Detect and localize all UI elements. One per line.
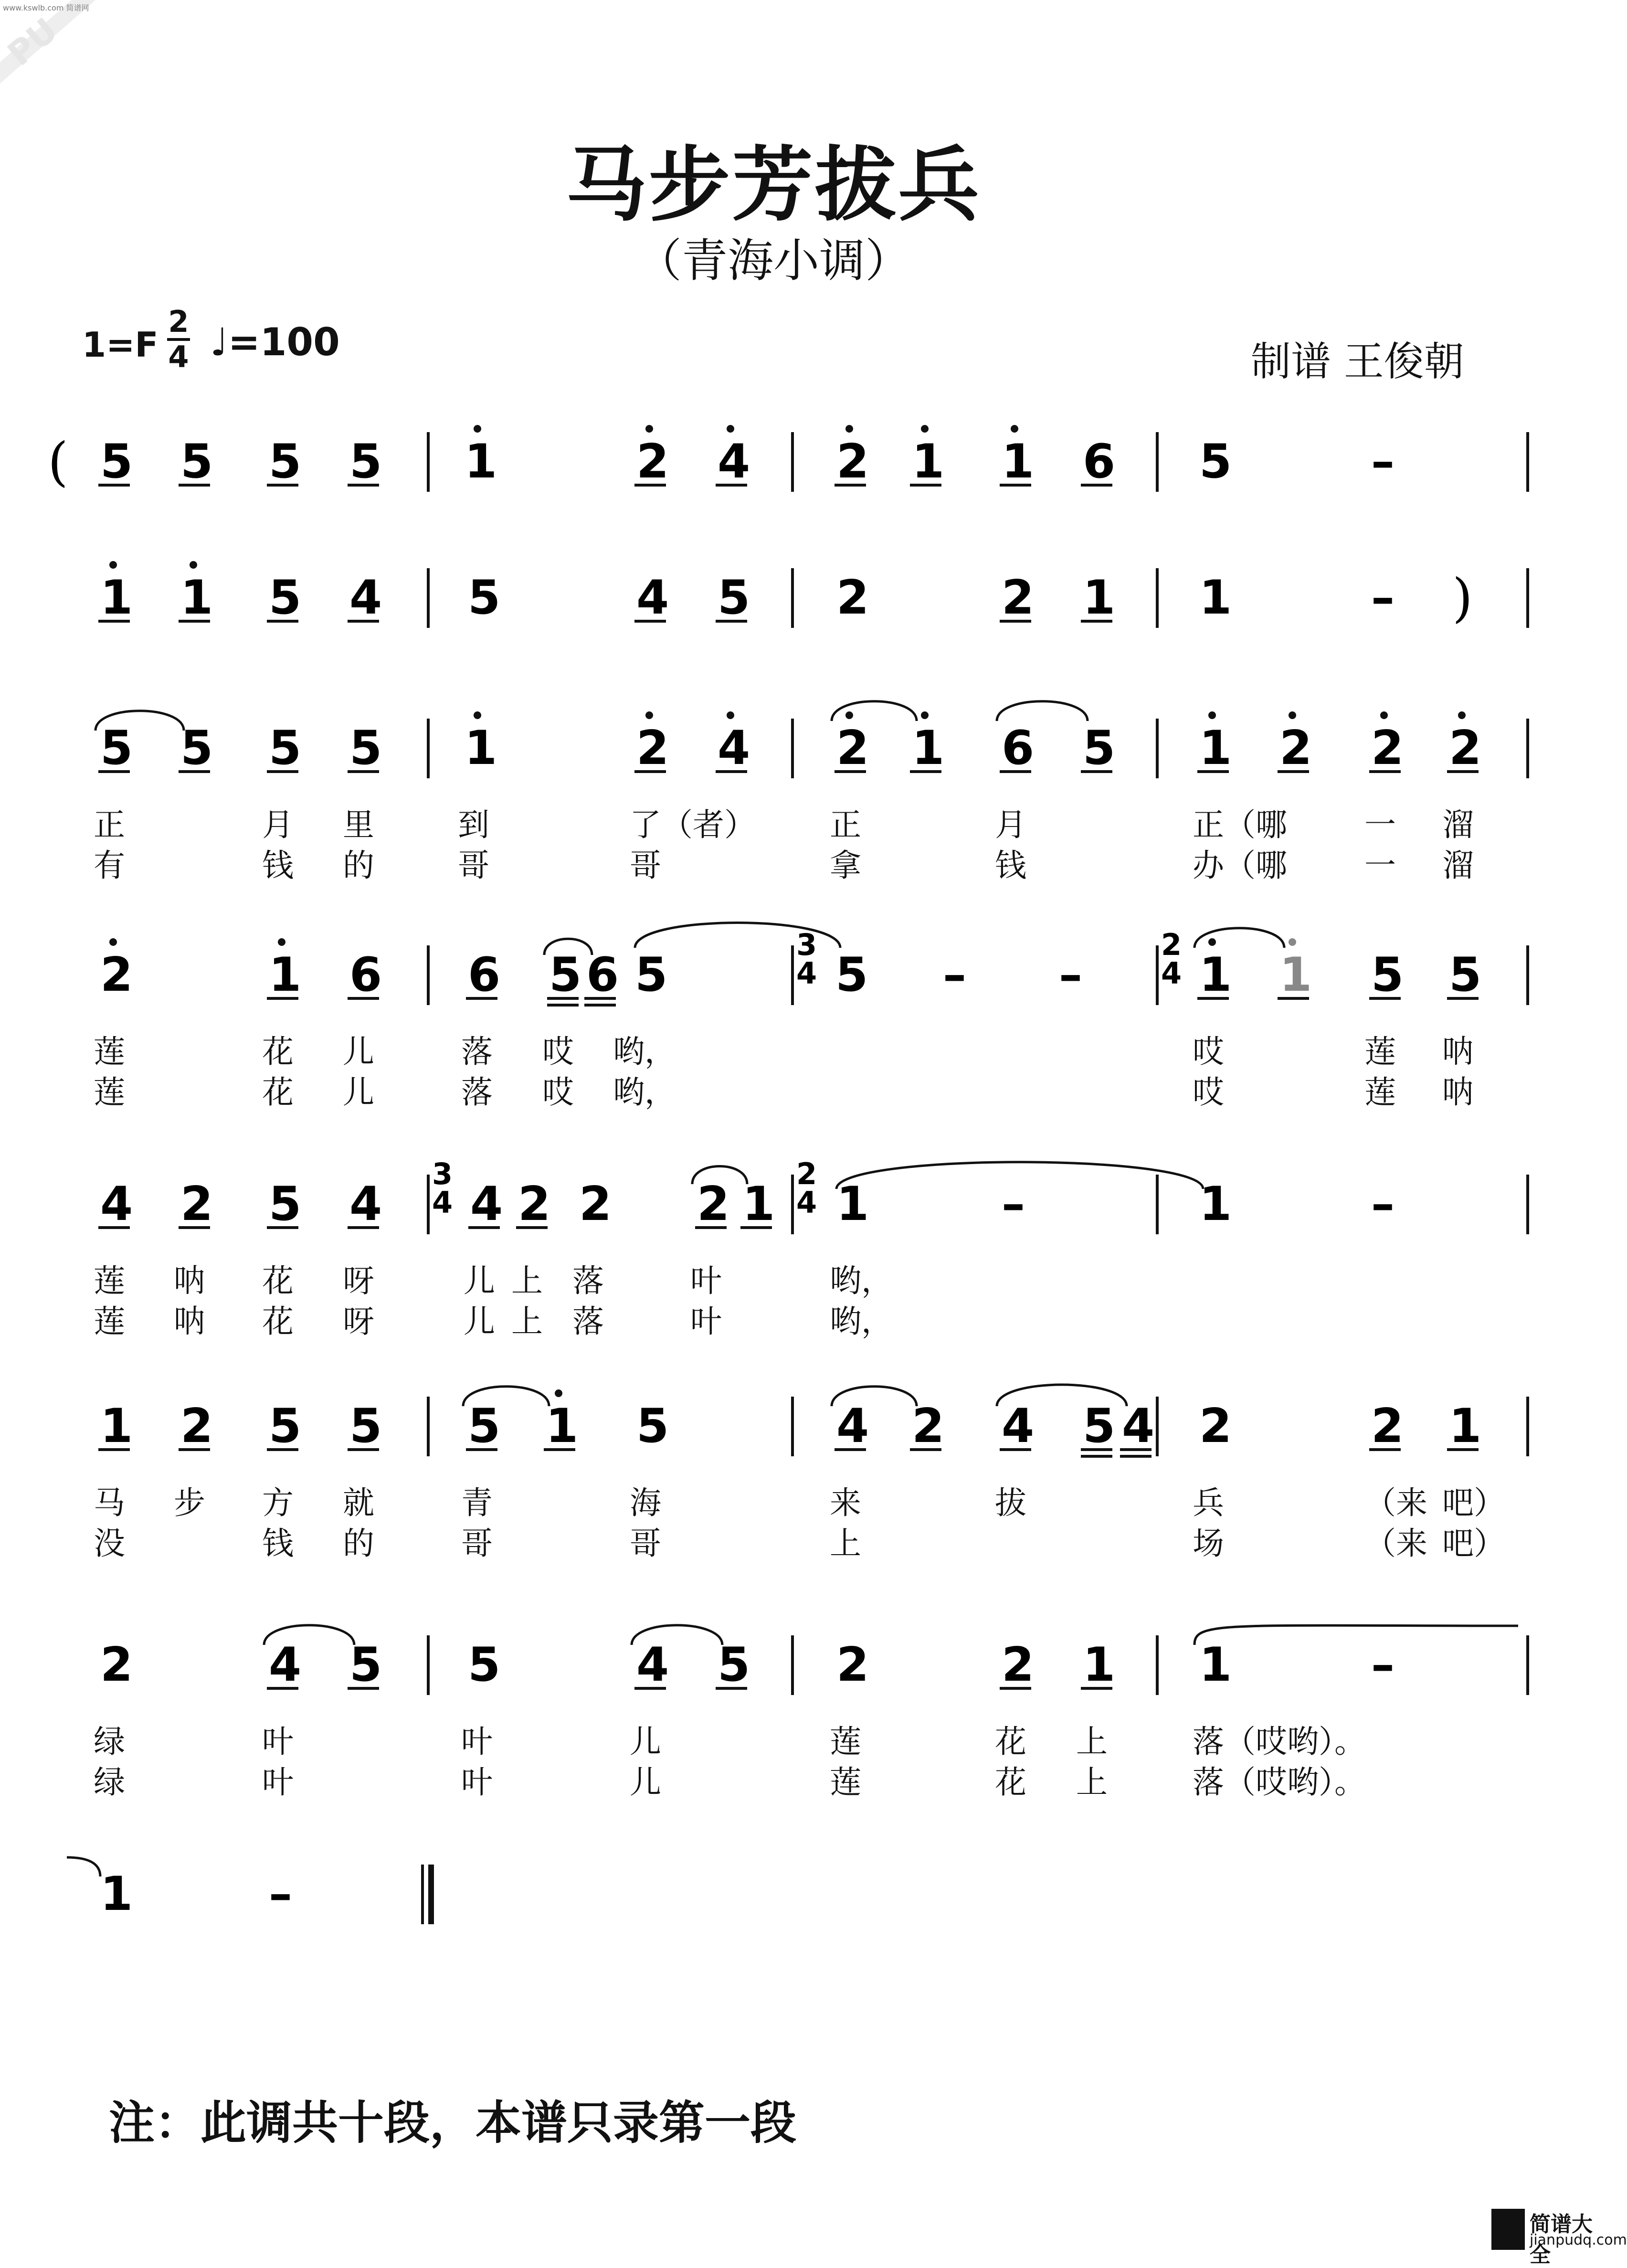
note-digit: 1 <box>1083 571 1116 625</box>
lyric-verse1: 儿 <box>464 1262 495 1299</box>
octave-dot <box>645 425 653 433</box>
note-digit: 4 <box>1122 1399 1155 1453</box>
watermark-text: www.kswlb.com 简谱网 <box>3 3 89 12</box>
quarter-note-icon: ♩ <box>210 320 228 364</box>
lyric-verse2: 莲 <box>94 1303 125 1340</box>
lyric-verse2: 叶 <box>690 1303 722 1340</box>
time-change-numerator: 3 <box>796 927 817 962</box>
lyric-verse1: 叶 <box>262 1723 294 1760</box>
note-digit: 6 <box>349 948 382 1002</box>
lyric-verse1: 上 <box>511 1262 543 1299</box>
note-digit: 2 <box>1002 1638 1035 1692</box>
lyric-verse2: 上 <box>1076 1764 1108 1801</box>
lyric-verse1: 落 <box>572 1262 604 1299</box>
lyric-verse2: 花 <box>995 1764 1026 1801</box>
note-digit: 1 <box>1449 1399 1482 1453</box>
lyric-verse1: 了（者） <box>630 806 756 843</box>
slur <box>832 701 917 721</box>
lyric-verse1: 儿 <box>343 1033 374 1070</box>
octave-dot <box>109 561 117 569</box>
lyric-verse2: 儿 <box>630 1764 661 1801</box>
lyric-verse1: 哟， <box>830 1262 893 1299</box>
note-digit: 5 <box>718 571 750 625</box>
lyric-verse1: 绿 <box>94 1723 125 1760</box>
note-digit: 5 <box>269 1177 302 1231</box>
lyric-verse1: 来 <box>830 1484 861 1521</box>
note-digit: 4 <box>269 1638 302 1692</box>
lyric-verse2: 哎 <box>1193 1074 1224 1111</box>
lyric-verse2: 办（哪 <box>1193 847 1287 884</box>
note-digit: 1 <box>465 721 497 775</box>
note-digit: 5 <box>468 1638 501 1692</box>
note-digit: 5 <box>349 1399 382 1453</box>
lyric-verse1: 哎 <box>542 1033 574 1070</box>
note-digit: 1 <box>1083 1638 1116 1692</box>
note-digit: 1 <box>100 1399 133 1453</box>
note-digit: 1 <box>836 1177 869 1231</box>
key-signature: 1=F <box>82 325 158 365</box>
lyric-verse1: （来 <box>1364 1484 1427 1521</box>
transcriber-credit: 制谱 王俊朝 <box>1251 338 1464 385</box>
lyric-verse1: 月 <box>995 806 1026 843</box>
lyric-verse1: 里 <box>343 806 374 843</box>
note-digit: 1 <box>1279 948 1312 1002</box>
octave-dot <box>109 938 117 946</box>
svg-text:PU: PU <box>0 10 65 74</box>
note-digit: 2 <box>636 435 669 489</box>
lyric-verse1: 月 <box>262 806 294 843</box>
lyric-verse1: 正 <box>94 806 125 843</box>
octave-dot <box>1289 938 1296 946</box>
octave-dot <box>1208 938 1216 946</box>
octave-dot <box>1208 711 1216 719</box>
note-digit: 2 <box>836 1638 869 1692</box>
note-digit: 5 <box>349 721 382 775</box>
lyric-verse1: 拔 <box>995 1484 1026 1521</box>
octave-dot <box>555 1389 562 1397</box>
logo-mark-icon <box>1491 2209 1525 2250</box>
note-digit: 2 <box>180 1177 213 1231</box>
octave-dot <box>645 711 653 719</box>
lyric-verse1: 青 <box>461 1484 493 1521</box>
lyric-verse2: 上 <box>830 1525 861 1562</box>
octave-dot <box>921 425 929 433</box>
note-digit: 4 <box>349 1177 382 1231</box>
lyric-verse1: 叶 <box>690 1262 722 1299</box>
lyric-verse1: 花 <box>262 1033 294 1070</box>
note-digit: 5 <box>180 721 213 775</box>
note-digit: 5 <box>635 948 668 1002</box>
lyric-verse1: 海 <box>630 1484 661 1521</box>
lyric-verse1: 正（哪 <box>1193 806 1287 843</box>
lyric-verse2: 叶 <box>262 1764 294 1801</box>
lyric-verse2: 落 <box>572 1303 604 1340</box>
lyric-verse1: 莲 <box>94 1033 125 1070</box>
note-digit: 2 <box>1002 571 1035 625</box>
note-digit: 5 <box>468 571 501 625</box>
song-title: 马步芳拔兵 <box>565 138 981 233</box>
lyric-verse2: 的 <box>343 1525 374 1562</box>
note-digit: 5 <box>269 435 302 489</box>
note-digit: 1 <box>1002 435 1035 489</box>
note-digit: 2 <box>1371 1399 1404 1453</box>
lyric-verse2: 没 <box>94 1525 125 1562</box>
lyric-verse2: 呐 <box>1442 1074 1474 1111</box>
dash-hold: – <box>269 1867 292 1921</box>
slur <box>997 701 1088 721</box>
lyric-verse1: 溜 <box>1442 806 1474 843</box>
lyric-verse2: 呐 <box>174 1303 205 1340</box>
note-digit: 1 <box>269 948 302 1002</box>
note-digit: 1 <box>1199 1177 1232 1231</box>
note-digit: 5 <box>1449 948 1482 1002</box>
note-digit: 5 <box>269 571 302 625</box>
time-change-numerator: 2 <box>796 1156 817 1191</box>
note-digit: 1 <box>1199 721 1232 775</box>
note-digit: 4 <box>1002 1399 1035 1453</box>
note-digit: 2 <box>518 1177 551 1231</box>
lyric-verse2: 叶 <box>461 1764 493 1801</box>
lyric-verse1: 呐 <box>1442 1033 1474 1070</box>
lyric-verse2: 的 <box>343 847 374 884</box>
note-digit: 2 <box>100 1638 133 1692</box>
tie-start <box>1194 1625 1518 1645</box>
note-digit: 5 <box>269 721 302 775</box>
lyric-verse2: （来 <box>1364 1525 1427 1562</box>
lyric-verse1: 落（哎哟）。 <box>1193 1723 1366 1760</box>
note-digit: 4 <box>100 1177 133 1231</box>
octave-dot <box>727 425 734 433</box>
note-digit: 4 <box>836 1399 869 1453</box>
lyric-verse2: 拿 <box>830 847 861 884</box>
footer-site-url: jianpudq.com <box>1530 2232 1627 2248</box>
note-digit: 4 <box>636 1638 669 1692</box>
dash-hold: – <box>1371 435 1395 489</box>
octave-dot <box>278 938 285 946</box>
note-digit: 1 <box>742 1177 775 1231</box>
lyric-verse1: 马 <box>94 1484 125 1521</box>
footnote: 注：此调共十段，本谱只录第一段 <box>109 2096 796 2150</box>
octave-dot <box>845 425 853 433</box>
note-digit: 2 <box>636 721 669 775</box>
dash-hold: – <box>1059 948 1082 1002</box>
note-digit: 1 <box>180 571 213 625</box>
note-digit: 2 <box>836 571 869 625</box>
bracket-paren: ( <box>48 431 68 492</box>
lyric-verse2: 上 <box>511 1303 543 1340</box>
note-digit: 5 <box>835 948 868 1002</box>
song-subtitle: （青海小调） <box>636 234 911 287</box>
note-digit: 2 <box>697 1177 730 1231</box>
lyric-verse1: 到 <box>458 806 489 843</box>
note-digit: 5 <box>100 435 133 489</box>
lyric-verse1: 莲 <box>1364 1033 1396 1070</box>
lyric-verse1: 呐 <box>174 1262 205 1299</box>
note-digit: 5 <box>180 435 213 489</box>
note-digit: 5 <box>269 1399 302 1453</box>
note-digit: 4 <box>718 435 750 489</box>
note-digit: 5 <box>1083 721 1116 775</box>
note-digit: 1 <box>100 571 133 625</box>
footer-site-name: 简谱大全 <box>1530 2212 1593 2267</box>
lyric-verse1: 吧） <box>1442 1484 1505 1521</box>
lyric-verse1: 就 <box>343 1484 374 1521</box>
note-digit: 2 <box>180 1399 213 1453</box>
note-digit: 5 <box>718 1638 750 1692</box>
lyric-verse1: 一 <box>1364 806 1396 843</box>
lyric-verse2: 呀 <box>343 1303 374 1340</box>
time-change-denominator: 4 <box>1161 956 1182 991</box>
note-digit: 2 <box>1371 721 1404 775</box>
dash-hold: – <box>1002 1177 1025 1231</box>
lyric-verse1: 莲 <box>94 1262 125 1299</box>
dash-hold: – <box>1371 1638 1395 1692</box>
note-digit: 2 <box>579 1177 612 1231</box>
note-digit: 4 <box>636 571 669 625</box>
lyric-verse2: 落 <box>461 1074 493 1111</box>
note-digit: 2 <box>836 435 869 489</box>
time-change-denominator: 4 <box>796 1185 817 1220</box>
lyric-verse2: 哥 <box>630 847 661 884</box>
lyric-verse2: 钱 <box>995 847 1026 884</box>
note-digit: 6 <box>586 948 619 1002</box>
note-digit: 1 <box>1199 571 1232 625</box>
note-digit: 2 <box>836 721 869 775</box>
lyric-verse2: 哟， <box>613 1074 676 1111</box>
octave-dot <box>474 711 481 719</box>
tempo-value: =100 <box>228 320 340 364</box>
dash-hold: – <box>1371 571 1395 625</box>
time-numerator: 2 <box>168 304 189 339</box>
lyric-verse2: 场 <box>1193 1525 1224 1562</box>
lyric-verse1: 方 <box>262 1484 294 1521</box>
note-digit: 5 <box>1371 948 1404 1002</box>
lyric-verse2: 溜 <box>1442 847 1474 884</box>
bracket-paren: ) <box>1452 567 1473 628</box>
lyric-verse2: 落（哎哟）。 <box>1193 1764 1366 1801</box>
note-digit: 5 <box>549 948 582 1002</box>
note-digit: 1 <box>912 721 945 775</box>
lyric-verse2: 钱 <box>262 847 294 884</box>
note-digit: 4 <box>718 721 750 775</box>
octave-dot <box>1380 711 1388 719</box>
time-change-denominator: 4 <box>432 1185 453 1220</box>
lyric-verse1: 哎 <box>1193 1033 1224 1070</box>
lyric-verse1: 兵 <box>1193 1484 1224 1521</box>
octave-dot <box>1289 711 1296 719</box>
lyric-verse2: 一 <box>1364 847 1396 884</box>
slur <box>1194 928 1284 948</box>
lyric-verse2: 钱 <box>262 1525 294 1562</box>
note-digit: 1 <box>1199 948 1232 1002</box>
lyric-verse1: 上 <box>1076 1723 1108 1760</box>
lyric-verse2: 儿 <box>343 1074 374 1111</box>
time-change-denominator: 4 <box>796 956 817 991</box>
lyric-verse2: 儿 <box>464 1303 495 1340</box>
lyric-verse2: 哟， <box>830 1303 893 1340</box>
note-digit: 1 <box>465 435 497 489</box>
lyric-verse2: 花 <box>262 1303 294 1340</box>
note-digit: 2 <box>1449 721 1482 775</box>
dash-hold: – <box>943 948 966 1002</box>
dash-hold: – <box>1371 1177 1395 1231</box>
lyric-verse1: 莲 <box>830 1723 861 1760</box>
note-digit: 4 <box>349 571 382 625</box>
lyric-verse2: 有 <box>94 847 125 884</box>
octave-dot <box>1458 711 1466 719</box>
time-change-numerator: 2 <box>1161 927 1182 962</box>
lyric-verse1: 儿 <box>630 1723 661 1760</box>
note-digit: 2 <box>1199 1399 1232 1453</box>
note-digit: 5 <box>100 721 133 775</box>
octave-dot <box>474 425 481 433</box>
note-digit: 6 <box>1083 435 1116 489</box>
note-digit: 1 <box>1199 1638 1232 1692</box>
lyric-verse2: 花 <box>262 1074 294 1111</box>
note-digit: 1 <box>100 1867 133 1921</box>
note-digit: 5 <box>636 1399 669 1453</box>
lyric-verse1: 步 <box>174 1484 205 1521</box>
lyric-verse1: 呀 <box>343 1262 374 1299</box>
lyric-verse2: 哥 <box>461 1525 493 1562</box>
tie-end <box>67 1857 100 1876</box>
octave-dot <box>921 711 929 719</box>
lyric-verse1: 正 <box>830 806 861 843</box>
lyric-verse1: 花 <box>262 1262 294 1299</box>
lyric-verse2: 哥 <box>458 847 489 884</box>
note-digit: 2 <box>912 1399 945 1453</box>
note-digit: 4 <box>470 1177 503 1231</box>
time-denominator: 4 <box>168 339 189 374</box>
note-digit: 5 <box>349 435 382 489</box>
note-digit: 6 <box>1002 721 1035 775</box>
lyric-verse2: 莲 <box>94 1074 125 1111</box>
time-change-numerator: 3 <box>432 1156 453 1191</box>
note-digit: 1 <box>546 1399 579 1453</box>
lyric-verse2: 莲 <box>830 1764 861 1801</box>
note-digit: 5 <box>1083 1399 1116 1453</box>
lyric-verse2: 绿 <box>94 1764 125 1801</box>
lyric-verse1: 落 <box>461 1033 493 1070</box>
note-digit: 6 <box>468 948 501 1002</box>
octave-dot <box>190 561 197 569</box>
octave-dot <box>727 711 734 719</box>
note-digit: 1 <box>912 435 945 489</box>
lyric-verse1: 花 <box>995 1723 1026 1760</box>
lyric-verse2: 吧） <box>1442 1525 1505 1562</box>
note-digit: 5 <box>1199 435 1232 489</box>
octave-dot <box>1011 425 1018 433</box>
note-digit: 5 <box>468 1399 501 1453</box>
lyric-verse1: 叶 <box>461 1723 493 1760</box>
note-digit: 2 <box>100 948 133 1002</box>
lyric-verse2: 哎 <box>542 1074 574 1111</box>
note-digit: 5 <box>349 1638 382 1692</box>
lyric-verse2: 哥 <box>630 1525 661 1562</box>
footer-logo <box>1489 2206 1627 2267</box>
lyric-verse2: 莲 <box>1364 1074 1396 1111</box>
note-digit: 2 <box>1279 721 1312 775</box>
lyric-verse1: 哟， <box>613 1033 676 1070</box>
octave-dot <box>845 711 853 719</box>
